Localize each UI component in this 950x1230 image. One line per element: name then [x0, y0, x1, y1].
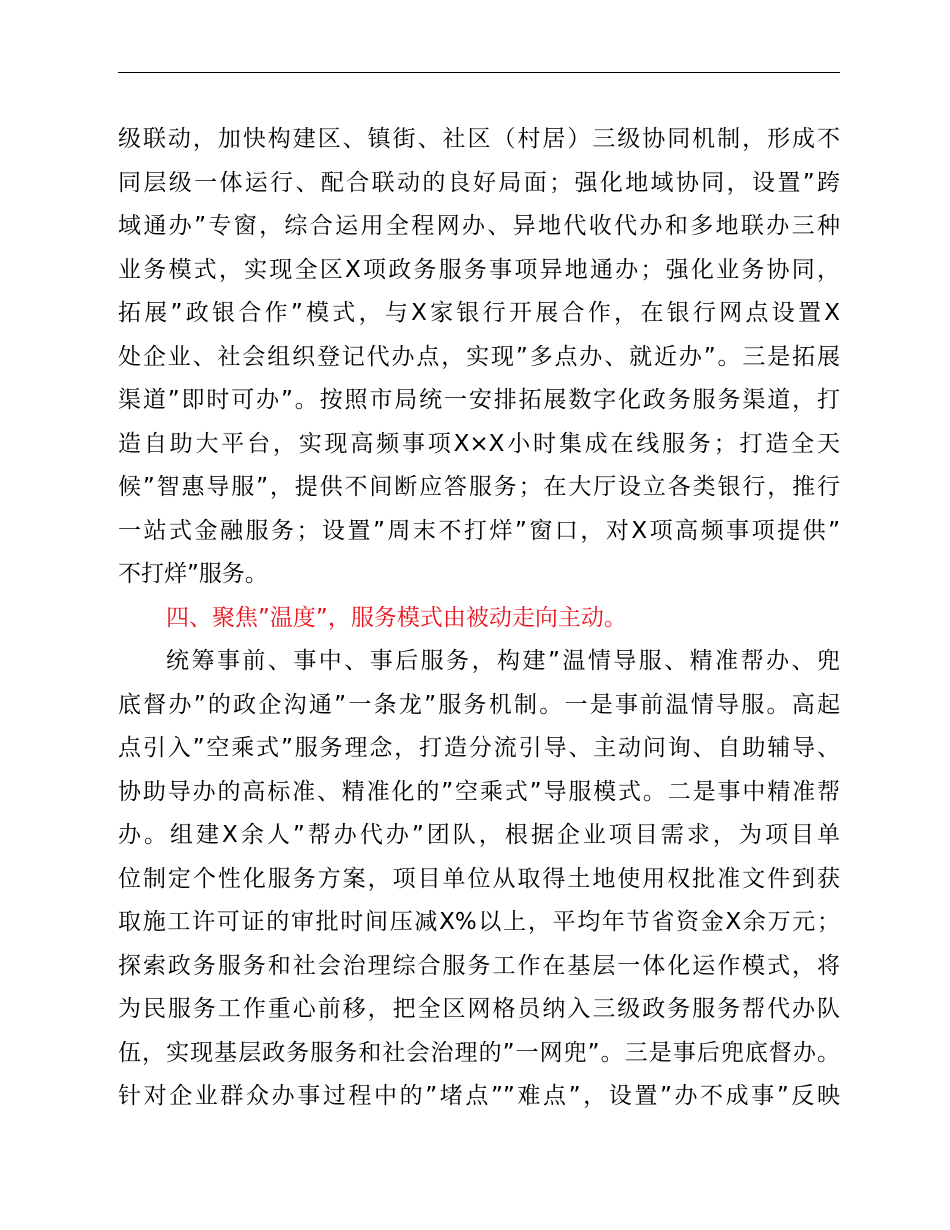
- text-line: 一站式金融服务；设置”周末不打烊”窗口，对X项高频事项提供”: [118, 517, 840, 544]
- text-line: 域通办”专窗，综合运用全程网办、异地代收代办和多地联办三种: [118, 213, 840, 239]
- text-line: 候”智惠导服”，提供不间断应答服务；在大厅设立各类银行，推行: [118, 474, 840, 500]
- text-line: 办。组建X余人”帮办代办”团队，根据企业项目需求，为项目单: [118, 822, 840, 848]
- text-line: 位制定个性化服务方案，项目单位从取得土地使用权批准文件到获: [118, 865, 840, 892]
- text-line: 为民服务工作重心前移，把全区网格员纳入三级政务服务帮代办队: [118, 996, 840, 1022]
- text-line: 探索政务服务和社会治理综合服务工作在基层一体化运作模式，将: [118, 952, 840, 979]
- text-line: 点引入”空乘式”服务理念，打造分流引导、主动问询、自助辅导、: [118, 735, 840, 761]
- paragraph-1: [118, 118, 840, 597]
- text-line: 不打烊”服务。: [118, 561, 268, 587]
- text-line: 统筹事前、事中、事后服务，构建”温情导服、精准帮办、兜: [166, 648, 840, 674]
- header-rule: [118, 72, 840, 73]
- paragraph-2: [118, 640, 840, 1119]
- text-line: 取施工许可证的审批时间压减X%以上，平均年节省资金X余万元；: [118, 909, 840, 935]
- text-line: 针对企业群众办事过程中的”堵点””难点”，设置”办不成事”反映: [118, 1083, 840, 1109]
- text-line: 协助导办的高标准、精准化的”空乘式”导服模式。二是事中精准帮: [118, 778, 840, 805]
- section-heading: 四、聚焦”温度”，服务模式由被动走向主动。: [166, 604, 627, 631]
- text-line: 渠道”即时可办”。按照市局统一安排拓展数字化政务服务渠道，打: [118, 387, 840, 413]
- text-line: 同层级一体运行、配合联动的良好局面；强化地域协同，设置”跨: [118, 169, 840, 196]
- text-line: 级联动，加快构建区、镇街、社区（村居）三级协同机制，形成不: [118, 126, 840, 152]
- text-line: 拓展”政银合作”模式，与X家银行开展合作，在银行网点设置X: [118, 300, 840, 326]
- text-line: 造自助大平台，实现高频事项X×X小时集成在线服务；打造全天: [118, 430, 840, 457]
- text-line: 底督办”的政企沟通”一条龙”服务机制。一是事前温情导服。高起: [118, 691, 840, 718]
- text-line: 处企业、社会组织登记代办点，实现”多点办、就近办”。三是拓展: [118, 343, 840, 370]
- text-line: 伍，实现基层政务服务和社会治理的”一网兜”。三是事后兜底督办。: [118, 1039, 840, 1066]
- document-body: [118, 118, 840, 1119]
- text-line: 业务模式，实现全区X项政务服务事项异地通办；强化业务协同，: [118, 256, 840, 283]
